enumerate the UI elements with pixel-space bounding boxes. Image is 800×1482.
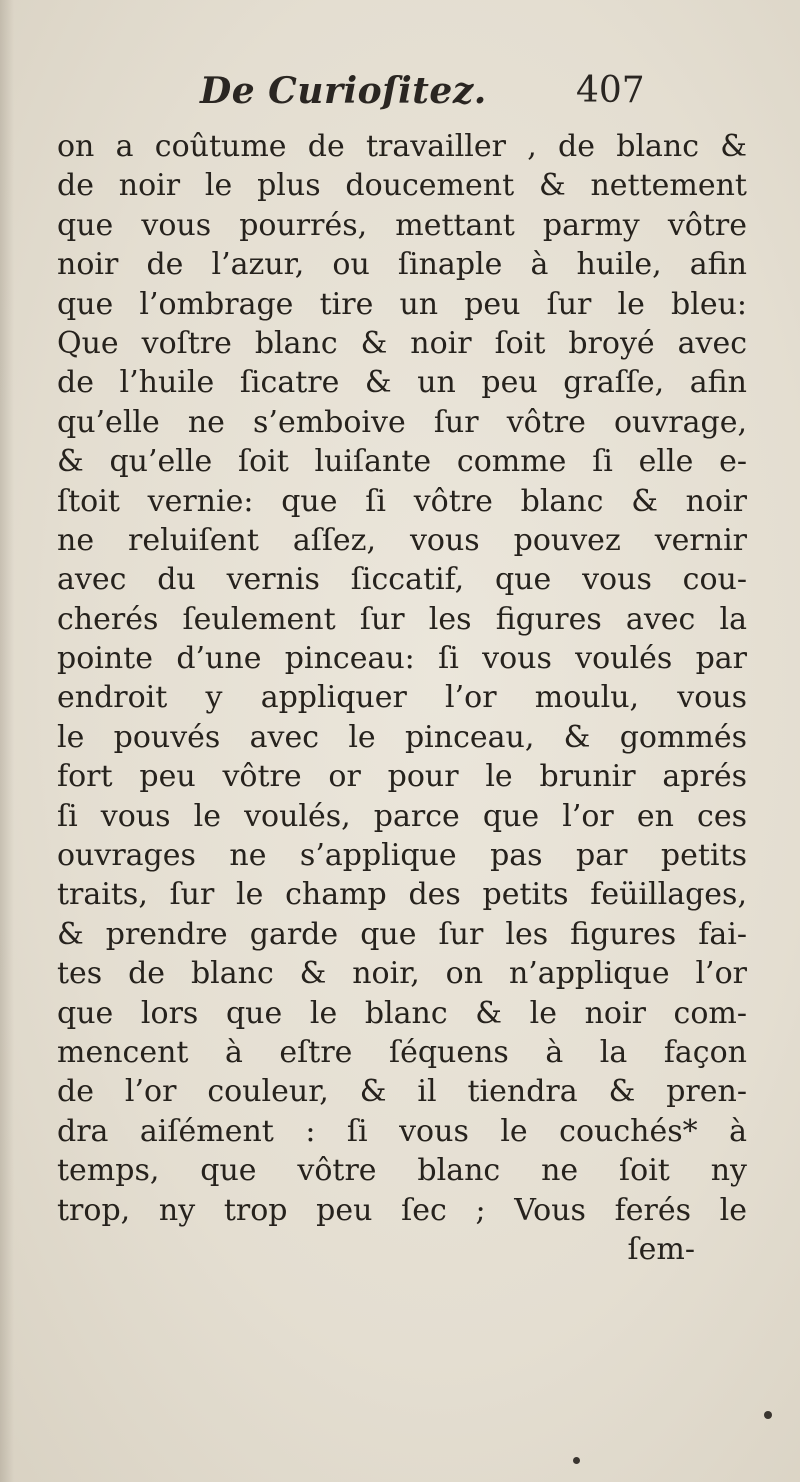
text-line: dra aiſément : ſi vous le couchés* à — [57, 1113, 747, 1149]
catchword: ſem- — [627, 1231, 695, 1267]
ink-spot — [764, 1411, 772, 1419]
text-line: ſi vous le voulés, parce que l’or en ces — [57, 798, 747, 834]
ink-spot — [573, 1457, 580, 1464]
text-line: de l’huile ſicatre & un peu graſſe, afin — [57, 365, 747, 401]
text-line: trop, ny trop peu ſec ; Vous ferés le — [57, 1192, 747, 1228]
text-line: noir de l’azur, ou ſinaple à huile, afin — [57, 247, 747, 283]
text-line: que lors que le blanc & le noir com- — [57, 995, 747, 1031]
text-line: Que voſtre blanc & noir ſoit broyé avec — [57, 325, 747, 361]
text-line: de l’or couleur, & il tiendra & pren- — [57, 1074, 747, 1110]
text-line: traits, ſur le champ des petits feüillages, — [57, 877, 747, 913]
text-line: ne reluiſent aſſez, vous pouvez vernir — [57, 522, 747, 558]
page-edge-shadow — [0, 0, 14, 1482]
text-line: que vous pourrés, mettant parmy vôtre — [57, 207, 747, 243]
text-line: endroit y appliquer l’or moulu, vous — [57, 680, 747, 716]
text-line: ouvrages ne s’applique pas par petits — [57, 838, 747, 874]
text-line: temps, que vôtre blanc ne ſoit ny — [57, 1153, 747, 1189]
page-header — [0, 70, 800, 120]
text-line: fort peu vôtre or pour le brunir aprés — [57, 759, 747, 795]
text-line: tes de blanc & noir, on n’applique l’or — [57, 956, 747, 992]
text-line: & qu’elle ſoit luiſante comme ſi elle e- — [57, 444, 747, 480]
running-title: De Curioſitez. — [200, 70, 487, 112]
text-line: cherés ſeulement ſur les figures avec la — [57, 601, 747, 637]
body-text — [57, 127, 747, 1269]
text-line: le pouvés avec le pinceau, & gommés — [57, 719, 747, 755]
text-line: avec du vernis ſiccatif, que vous cou- — [57, 562, 747, 598]
text-line: qu’elle ne s’emboive ſur vôtre ouvrage, — [57, 404, 747, 440]
text-line: de noir le plus doucement & nettement — [57, 168, 747, 204]
text-line: ſtoit vernie: que ſi vôtre blanc & noir — [57, 483, 747, 519]
text-line: pointe d’une pinceau: ſi vous voulés par — [57, 641, 747, 677]
text-line: on a coûtume de travailler , de blanc & — [57, 129, 747, 164]
text-line: que l’ombrage tire un peu ſur le bleu: — [57, 286, 747, 322]
page-number: 407 — [576, 70, 645, 111]
text-line: & prendre garde que ſur les figures fai- — [57, 916, 747, 952]
text-line: mencent à eſtre ſéquens à la façon — [57, 1034, 747, 1070]
